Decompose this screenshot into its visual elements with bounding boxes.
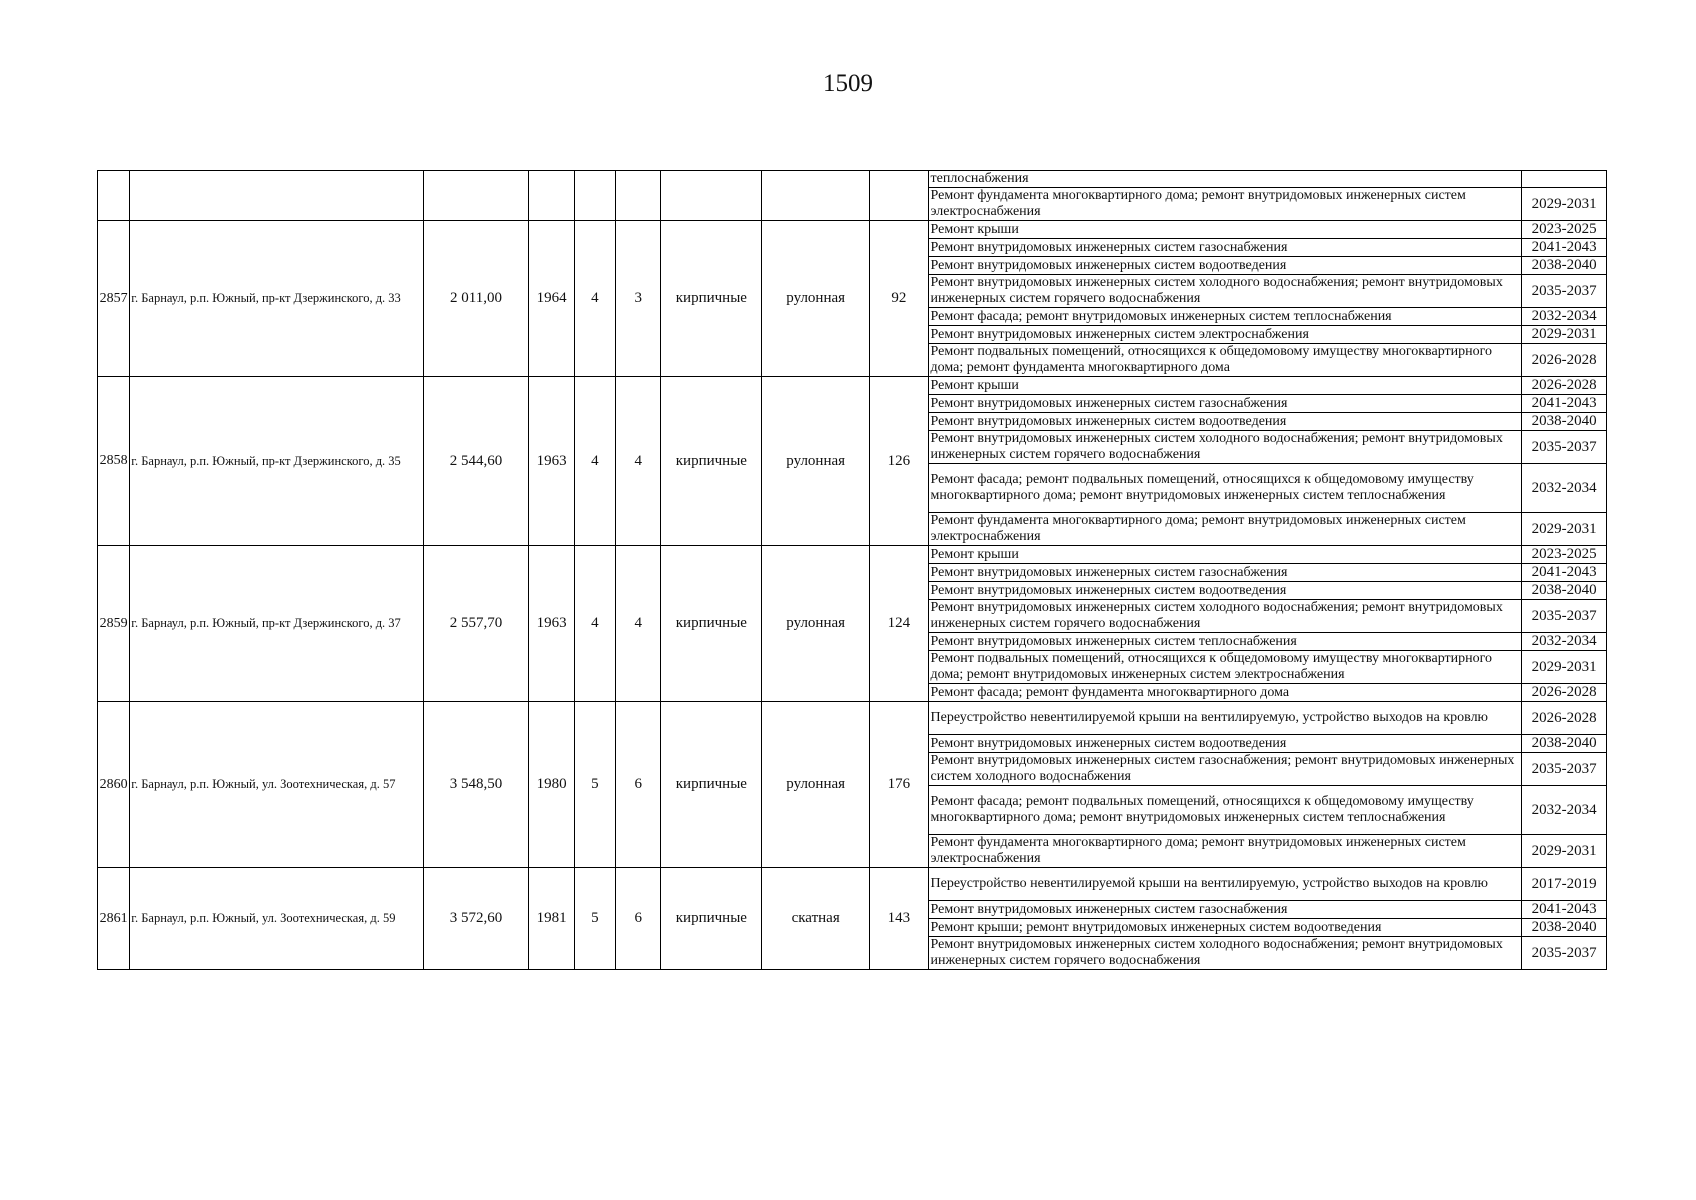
period-cell: 2032-2034 [1522,464,1607,513]
period-cell: 2026-2028 [1522,702,1607,735]
building-area: 2 557,70 [423,546,529,702]
building-area: 3 548,50 [423,702,529,868]
work-cell: Ремонт внутридомовых инженерных систем газоснабжения [928,901,1522,919]
building-number: 2858 [98,377,130,546]
period-cell: 2041-2043 [1522,395,1607,413]
building-number: 2857 [98,221,130,377]
period-cell: 2038-2040 [1522,582,1607,600]
period-cell: 2035-2037 [1522,275,1607,308]
work-cell: Ремонт внутридомовых инженерных систем газоснабжения [928,239,1522,257]
building-entrances: 6 [616,868,661,970]
wall-material: кирпичные [661,377,762,546]
apartment-count: 92 [870,221,928,377]
work-cell: Ремонт фундамента многоквартирного дома; ремонт внутридомовых инженерных систем электроснабжения [928,835,1522,868]
work-cell: Ремонт внутридомовых инженерных систем водоотведения [928,413,1522,431]
period-cell: 2026-2028 [1522,344,1607,377]
period-cell: 2023-2025 [1522,546,1607,564]
work-cell: Ремонт внутридомовых инженерных систем электроснабжения [928,326,1522,344]
period-cell: 2035-2037 [1522,600,1607,633]
period-cell: 2017-2019 [1522,868,1607,901]
period-cell: 2029-2031 [1522,651,1607,684]
empty-cell [661,171,762,221]
work-cell: Ремонт фундамента многоквартирного дома; ремонт внутридомовых инженерных систем электроснабжения [928,513,1522,546]
table-row [98,546,1607,564]
work-cell: Ремонт внутридомовых инженерных систем газоснабжения [928,564,1522,582]
work-cell: Ремонт фасада; ремонт подвальных помещений, относящихся к общедомовому имуществу многоквартирного дома; ремонт внутридомовых инженерных систем теплоснабжения [928,464,1522,513]
roof-type: рулонная [762,377,870,546]
building-address: г. Барнаул, р.п. Южный, пр-кт Дзержинского, д. 37 [130,546,423,702]
empty-cell [130,171,423,221]
work-cell: Ремонт крыши; ремонт внутридомовых инженерных систем водоотведения [928,919,1522,937]
work-cell: Ремонт крыши [928,221,1522,239]
period-cell: 2035-2037 [1522,753,1607,786]
building-entrances: 3 [616,221,661,377]
work-cell: Ремонт фасада; ремонт подвальных помещений, относящихся к общедомовому имуществу многоквартирного дома; ремонт внутридомовых инженерных систем теплоснабжения [928,786,1522,835]
period-cell: 2029-2031 [1522,835,1607,868]
building-year: 1981 [529,868,574,970]
work-cell: Ремонт внутридомовых инженерных систем водоотведения [928,257,1522,275]
building-floors: 4 [574,546,615,702]
work-cell: Ремонт подвальных помещений, относящихся к общедомовому имуществу многоквартирного дома; ремонт внутридомовых инженерных систем электроснабжения [928,651,1522,684]
period-cell: 2029-2031 [1522,513,1607,546]
building-address: г. Барнаул, р.п. Южный, ул. Зоотехническая, д. 57 [130,702,423,868]
building-entrances: 4 [616,377,661,546]
empty-cell [870,171,928,221]
work-cell: Ремонт внутридомовых инженерных систем газоснабжения [928,395,1522,413]
roof-type: скатная [762,868,870,970]
period-cell: 2029-2031 [1522,188,1607,221]
continuation-row [98,171,1607,188]
empty-cell [423,171,529,221]
building-number: 2859 [98,546,130,702]
work-cell: Переустройство невентилируемой крыши на вентилируемую, устройство выходов на кровлю [928,702,1522,735]
work-cell: Ремонт крыши [928,377,1522,395]
period-cell: 2029-2031 [1522,326,1607,344]
building-address: г. Барнаул, р.п. Южный, пр-кт Дзержинского, д. 35 [130,377,423,546]
period-cell: 2035-2037 [1522,431,1607,464]
period-cell: 2041-2043 [1522,564,1607,582]
building-area: 2 544,60 [423,377,529,546]
work-cell: Ремонт внутридомовых инженерных систем холодного водоснабжения; ремонт внутридомовых инженерных систем горячего водоснабжения [928,937,1522,970]
period-cell: 2038-2040 [1522,257,1607,275]
period-cell [1522,171,1607,188]
apartment-count: 124 [870,546,928,702]
roof-type: рулонная [762,702,870,868]
work-cell: Ремонт фасада; ремонт внутридомовых инженерных систем теплоснабжения [928,308,1522,326]
period-cell: 2026-2028 [1522,684,1607,702]
work-cell: Ремонт внутридомовых инженерных систем холодного водоснабжения; ремонт внутридомовых инженерных систем горячего водоснабжения [928,275,1522,308]
work-cell: Переустройство невентилируемой крыши на вентилируемую, устройство выходов на кровлю [928,868,1522,901]
period-cell: 2041-2043 [1522,239,1607,257]
period-cell: 2026-2028 [1522,377,1607,395]
period-cell: 2038-2040 [1522,735,1607,753]
building-number: 2860 [98,702,130,868]
work-cell: Ремонт внутридомовых инженерных систем холодного водоснабжения; ремонт внутридомовых инженерных систем горячего водоснабжения [928,431,1522,464]
work-cell: Ремонт внутридомовых инженерных систем водоотведения [928,582,1522,600]
page-number: 1509 [823,70,873,97]
work-cell: Ремонт фасада; ремонт фундамента многоквартирного дома [928,684,1522,702]
building-number: 2861 [98,868,130,970]
period-cell: 2032-2034 [1522,308,1607,326]
wall-material: кирпичные [661,702,762,868]
wall-material: кирпичные [661,868,762,970]
wall-material: кирпичные [661,221,762,377]
work-cell: теплоснабжения [928,171,1522,188]
table-row [98,377,1607,395]
work-cell: Ремонт подвальных помещений, относящихся к общедомовому имуществу многоквартирного дома; ремонт фундамента многоквартирного дома [928,344,1522,377]
table-row [98,702,1607,735]
building-entrances: 4 [616,546,661,702]
period-cell: 2041-2043 [1522,901,1607,919]
repair-program-table [97,170,1607,970]
roof-type: рулонная [762,546,870,702]
work-cell: Ремонт фундамента многоквартирного дома; ремонт внутридомовых инженерных систем электроснабжения [928,188,1522,221]
work-cell: Ремонт внутридомовых инженерных систем газоснабжения; ремонт внутридомовых инженерных систем холодного водоснабжения [928,753,1522,786]
period-cell: 2032-2034 [1522,786,1607,835]
building-year: 1963 [529,546,574,702]
building-year: 1964 [529,221,574,377]
building-entrances: 6 [616,702,661,868]
apartment-count: 126 [870,377,928,546]
period-cell: 2035-2037 [1522,937,1607,970]
work-cell: Ремонт внутридомовых инженерных систем теплоснабжения [928,633,1522,651]
period-cell: 2038-2040 [1522,413,1607,431]
building-floors: 5 [574,868,615,970]
building-address: г. Барнаул, р.п. Южный, пр-кт Дзержинского, д. 33 [130,221,423,377]
work-cell: Ремонт внутридомовых инженерных систем холодного водоснабжения; ремонт внутридомовых инженерных систем горячего водоснабжения [928,600,1522,633]
building-floors: 5 [574,702,615,868]
building-year: 1980 [529,702,574,868]
roof-type: рулонная [762,221,870,377]
empty-cell [762,171,870,221]
empty-cell [616,171,661,221]
apartment-count: 143 [870,868,928,970]
building-address: г. Барнаул, р.п. Южный, ул. Зоотехническая, д. 59 [130,868,423,970]
table-row [98,221,1607,239]
work-cell: Ремонт внутридомовых инженерных систем водоотведения [928,735,1522,753]
empty-cell [529,171,574,221]
period-cell: 2038-2040 [1522,919,1607,937]
empty-cell [98,171,130,221]
period-cell: 2023-2025 [1522,221,1607,239]
period-cell: 2032-2034 [1522,633,1607,651]
work-cell: Ремонт крыши [928,546,1522,564]
building-year: 1963 [529,377,574,546]
building-floors: 4 [574,221,615,377]
building-area: 3 572,60 [423,868,529,970]
building-area: 2 011,00 [423,221,529,377]
building-floors: 4 [574,377,615,546]
wall-material: кирпичные [661,546,762,702]
apartment-count: 176 [870,702,928,868]
table-row [98,868,1607,901]
empty-cell [574,171,615,221]
